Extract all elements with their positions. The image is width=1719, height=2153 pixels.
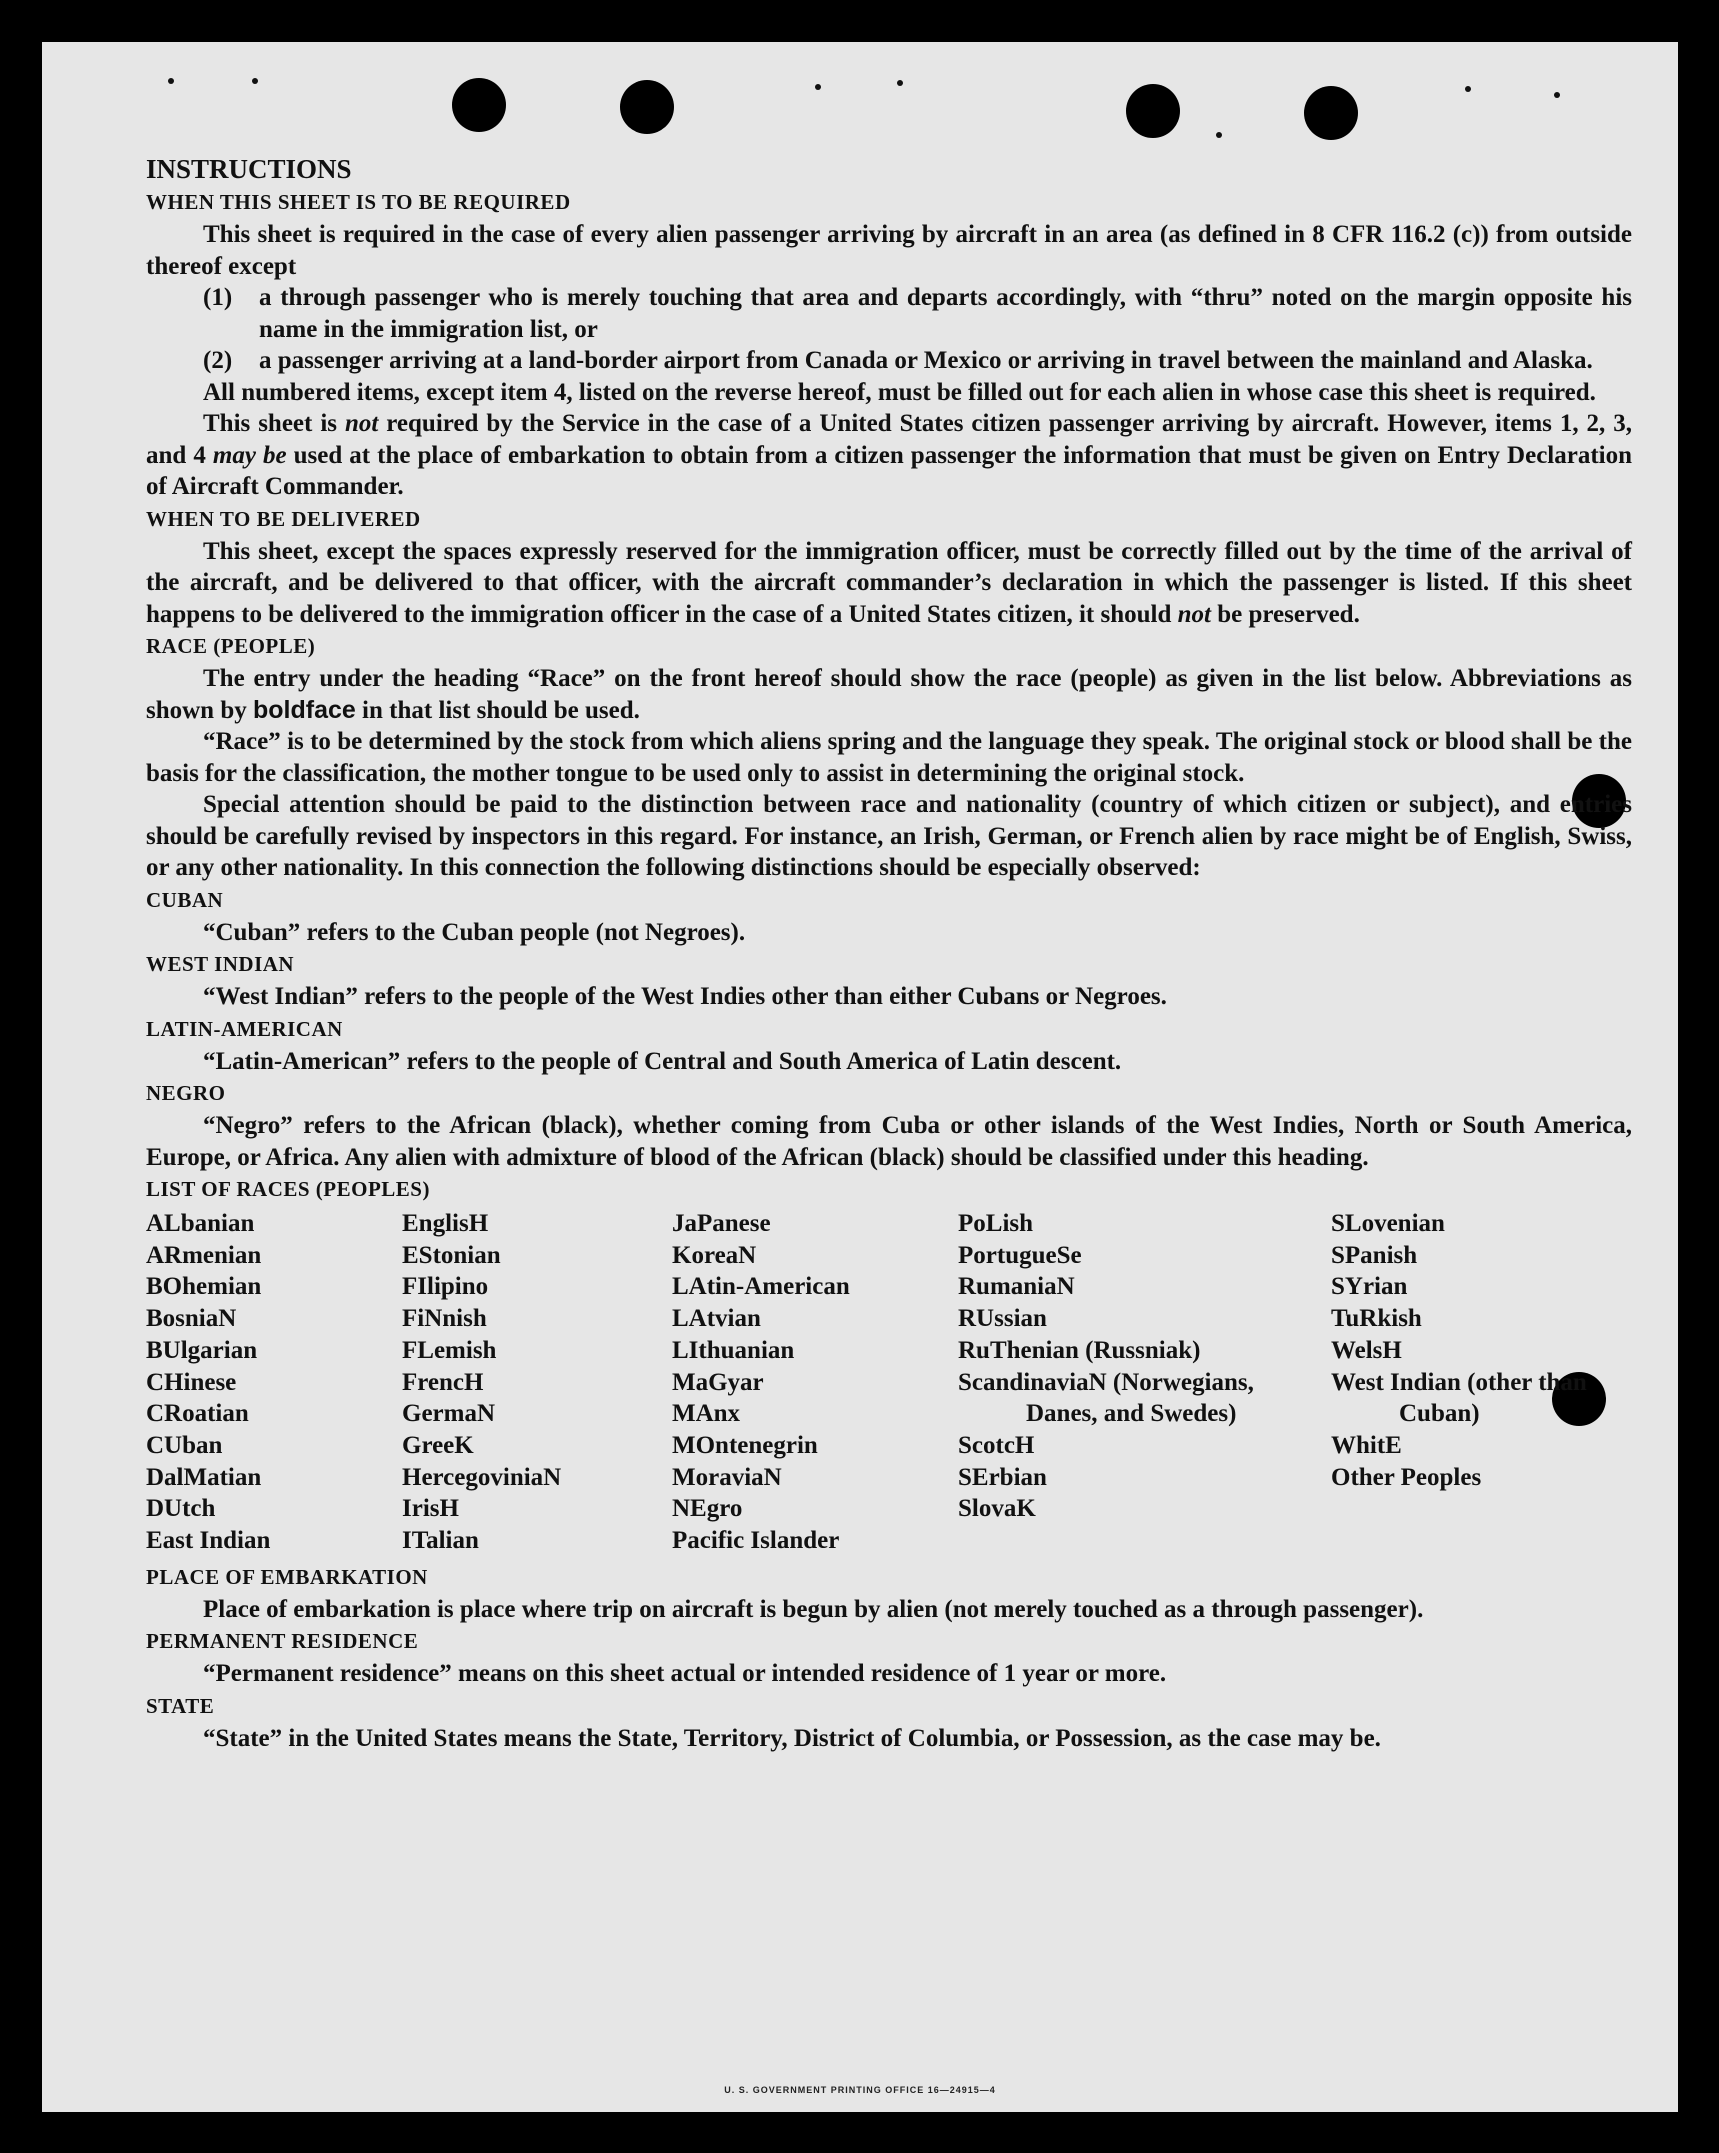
required-para-3	[146, 408, 1632, 503]
race-entry: LAtin-American	[672, 1273, 850, 1301]
race-entry: BOhemian	[146, 1273, 262, 1301]
race-entry: Other Peoples	[1331, 1463, 1482, 1491]
race-entry: RUssian	[958, 1305, 1047, 1333]
speck	[168, 78, 174, 84]
race-entry: WelsH	[1331, 1336, 1402, 1364]
speck	[897, 80, 903, 86]
speck	[252, 78, 258, 84]
required-para-2: All numbered items, except item 4, listed on the reverse hereof, must be filled out for each alien in whose case this sheet is required.	[203, 378, 1596, 406]
race-entry: GermaN	[402, 1400, 496, 1428]
race-entry: EStonian	[402, 1241, 501, 1269]
race-entry: FIlipino	[402, 1273, 489, 1301]
race-entry: WhitE	[1331, 1431, 1402, 1459]
race-entry: GreeK	[402, 1431, 474, 1459]
instructions-content	[146, 152, 1632, 1754]
embarkation-text: Place of embarkation is place where trip on aircraft is begun by alien (not merely touched as a through passenger).	[203, 1595, 1424, 1623]
races-column-5	[1331, 1208, 1631, 1557]
punch-hole	[620, 80, 674, 134]
race-entry: CHinese	[146, 1368, 237, 1396]
punch-hole	[452, 78, 506, 132]
race-entry: LIthuanian	[672, 1336, 795, 1364]
races-column-2	[402, 1208, 672, 1557]
race-entry: FLemish	[402, 1336, 497, 1364]
race-entry: SlovaK	[958, 1495, 1036, 1523]
race-entry: SErbian	[958, 1463, 1047, 1491]
punch-hole	[1126, 84, 1180, 138]
race-entry: MoraviaN	[672, 1463, 782, 1491]
item-number: (2)	[203, 347, 233, 374]
text-run: This sheet is	[203, 410, 345, 437]
heading-race: RACE (PEOPLE)	[146, 634, 316, 658]
delivered-text	[146, 536, 1632, 631]
race-para-1	[146, 663, 1632, 726]
text-run: used at the place of embarkation to obtain from a citizen passenger the information that must be given on Entry Declaration of Aircraft Commander.	[146, 441, 1633, 500]
heading-when-delivered: WHEN TO BE DELIVERED	[146, 506, 421, 531]
speck	[1216, 132, 1222, 138]
race-entry: RumaniaN	[958, 1273, 1075, 1301]
item-text: a passenger arriving at a land-border airport from Canada or Mexico or arriving in travel between the mainland and Alaska.	[259, 347, 1593, 374]
race-entry: PortugueSe	[958, 1241, 1082, 1269]
race-entry: ARmenian	[146, 1241, 262, 1269]
punch-hole	[1304, 86, 1358, 140]
race-entry: MOntenegrin	[672, 1431, 818, 1459]
heading-cuban: CUBAN	[146, 887, 224, 912]
races-column-1	[146, 1208, 402, 1557]
west-indian-text: “West Indian” refers to the people of the West Indies other than either Cubans or Negroes.	[203, 983, 1167, 1010]
race-entry: LAtvian	[672, 1305, 761, 1333]
race-entry: Pacific Islander	[672, 1527, 840, 1555]
race-entry: FiNnish	[402, 1305, 487, 1333]
race-entry: TuRkish	[1331, 1305, 1422, 1333]
exception-item-2	[146, 345, 1632, 377]
race-entry: ALbanian	[146, 1210, 255, 1237]
heading-permanent-residence: PERMANENT RESIDENCE	[146, 1629, 419, 1654]
race-entry: BosniaN	[146, 1305, 237, 1333]
race-entry: SYrian	[1331, 1273, 1408, 1301]
residence-text: “Permanent residence” means on this sheet actual or intended residence of 1 year or more.	[203, 1660, 1167, 1688]
race-entry: ScandinaviaN (Norwegians, Danes, and Swedes)	[958, 1368, 1254, 1428]
race-entry: SLovenian	[1331, 1210, 1445, 1237]
speck	[1465, 86, 1471, 92]
boldface-word: boldface	[253, 695, 356, 724]
race-entry: SPanish	[1331, 1241, 1418, 1269]
race-entry: CRoatian	[146, 1400, 249, 1428]
race-entry: East Indian	[146, 1527, 271, 1555]
race-entry: MaGyar	[672, 1368, 764, 1396]
text-run: required by the Service in the case of a United States citizen passenger arriving by aircraft. However, items 1, 2, 3, and 4	[146, 410, 1632, 469]
race-entry: JaPanese	[672, 1210, 771, 1237]
race-entry: DalMatian	[146, 1463, 262, 1491]
required-intro: This sheet is required in the case of every alien passenger arriving by aircraft in an area (as defined in 8 CFR 116.2 (c)) from outside thereof except	[146, 221, 1632, 280]
item-number: (1)	[203, 284, 233, 311]
race-entry: EnglisH	[402, 1210, 489, 1237]
emphasis-text: not	[344, 410, 379, 437]
negro-text: “Negro” refers to the African (black), whether coming from Cuba or other islands of the West Indies, North or South America, Europe, or Africa. Any alien with admixture of blood of the African (black) should be classified under this heading.	[146, 1112, 1632, 1171]
race-entry: NEgro	[672, 1495, 743, 1523]
emphasis-text: not	[1177, 600, 1211, 628]
heading-embarkation: PLACE OF EMBARKATION	[146, 1564, 428, 1589]
race-entry: FrencH	[402, 1368, 484, 1396]
races-list	[146, 1208, 1632, 1557]
race-entry: West Indian (other than Cuban)	[1331, 1368, 1587, 1428]
text-run: be preserved.	[1211, 600, 1360, 628]
race-entry: CUban	[146, 1431, 223, 1459]
page-title: INSTRUCTIONS	[146, 154, 352, 184]
race-entry: DUtch	[146, 1495, 216, 1523]
race-entry: ScotcH	[958, 1431, 1035, 1459]
latin-american-text: “Latin-American” refers to the people of Central and South America of Latin descent.	[203, 1047, 1122, 1075]
heading-when-required: WHEN THIS SHEET IS TO BE REQUIRED	[146, 190, 571, 214]
item-text: a through passenger who is merely touching that area and departs accordingly, with “thru” noted on the margin opposite his name in the immigration list, or	[259, 284, 1632, 343]
race-entry: PoLish	[958, 1210, 1034, 1237]
cuban-text: “Cuban” refers to the Cuban people (not Negroes).	[203, 918, 746, 946]
printer-imprint: U. S. GOVERNMENT PRINTING OFFICE 16—24915—4	[724, 2085, 996, 2095]
exception-item-1	[146, 282, 1632, 345]
text-run: in that list should be used.	[355, 696, 640, 724]
races-column-4	[958, 1208, 1331, 1557]
race-entry: ITalian	[402, 1527, 479, 1555]
race-entry: RuThenian (Russniak)	[958, 1336, 1201, 1364]
race-entry: IrisH	[402, 1495, 459, 1523]
heading-state: STATE	[146, 1693, 215, 1718]
races-column-3	[672, 1208, 958, 1557]
heading-latin-american: LATIN-AMERICAN	[146, 1016, 343, 1041]
text-run: The entry under the heading “Race” on the front hereof should show the race (people) as given in the list below. Abbreviations as shown by	[146, 665, 1632, 724]
heading-negro: NEGRO	[146, 1081, 226, 1105]
heading-list-of-races: LIST OF RACES (PEOPLES)	[146, 1177, 430, 1201]
speck	[815, 84, 821, 90]
text-run: This sheet, except the spaces expressly reserved for the immigration officer, must be correctly filled out by the time of the arrival of the aircraft, and be delivered to that officer, with the aircraft commander’s declaration in which the passenger is listed. If this sheet happens to be delivered to the immigration officer in the case of a United States citizen, it should	[146, 537, 1632, 628]
race-para-2: “Race” is to be determined by the stock from which aliens spring and the language they speak. The original stock or blood shall be the basis for the classification, the mother tongue to be used only to assist in determining the original stock.	[146, 728, 1632, 787]
emphasis-text: may be	[212, 441, 287, 469]
speck	[1554, 92, 1560, 98]
race-para-3: Special attention should be paid to the distinction between race and nationality (country of which citizen or subject), and entries should be carefully revised by inspectors in this regard. For instance, an Irish, German, or French alien by race might be of English, Swiss, or any other nationality. In this connection the following distinctions should be especially observed:	[146, 791, 1632, 881]
race-entry: MAnx	[672, 1400, 741, 1428]
document-page	[42, 42, 1678, 2112]
heading-west-indian: WEST INDIAN	[146, 952, 295, 976]
race-entry: KoreaN	[672, 1241, 757, 1269]
race-entry: HercegoviniaN	[402, 1463, 562, 1491]
race-entry: BUlgarian	[146, 1336, 258, 1364]
state-text: “State” in the United States means the State, Territory, District of Columbia, or Possession, as the case may be.	[203, 1724, 1381, 1752]
